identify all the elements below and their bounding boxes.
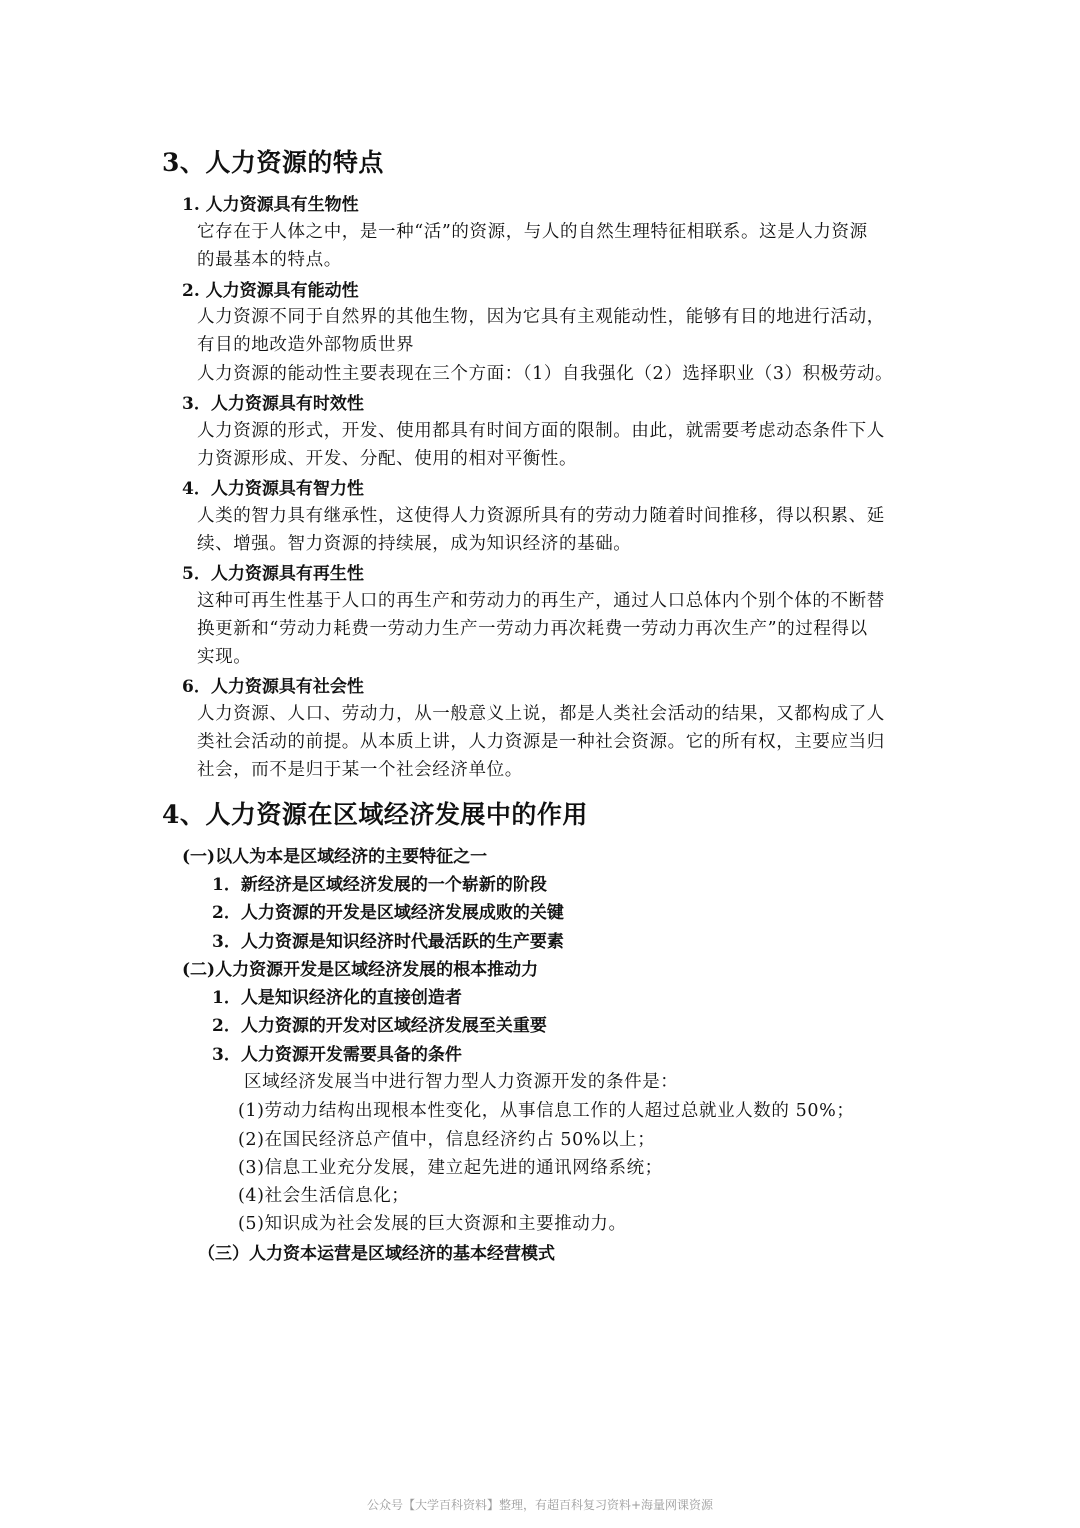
item-5-text-line-2: 换更新和“劳动力耗费一劳动力生产一劳动力再次耗费一劳动力再次生产”的过程得以 bbox=[197, 619, 868, 639]
item-5-heading: 5．人力资源具有再生性 bbox=[182, 564, 364, 584]
part-2-item-2: 2．人力资源的开发对区域经济发展至关重要 bbox=[212, 1016, 547, 1036]
part-2-item-3: 3．人力资源开发需要具备的条件 bbox=[212, 1045, 462, 1065]
part-1-item-3: 3．人力资源是知识经济时代最活跃的生产要素 bbox=[212, 932, 564, 952]
part-3-heading: （三）人力资本运营是区域经济的基本经营模式 bbox=[198, 1244, 555, 1264]
item-4-text-line-1: 人类的智力具有继承性，这使得人力资源所具有的劳动力随着时间推移，得以积累、延 bbox=[197, 506, 885, 526]
item-3-text-line-2: 力资源形成、开发、分配、使用的相对平衡性。 bbox=[197, 449, 578, 469]
part-2-heading: (二)人力资源开发是区域经济发展的根本推动力 bbox=[182, 960, 539, 980]
item-4-text-line-2: 续、增强。智力资源的持续展，成为知识经济的基础。 bbox=[197, 534, 632, 554]
item-2-heading: 2. 人力资源具有能动性 bbox=[182, 281, 359, 301]
condition-5: (5)知识成为社会发展的巨大资源和主要推动力。 bbox=[238, 1214, 627, 1234]
part-2-item-1: 1．人是知识经济化的直接创造者 bbox=[212, 988, 462, 1008]
part-1-heading: (一)以人为本是区域经济的主要特征之一 bbox=[182, 847, 488, 867]
item-1-heading: 1. 人力资源具有生物性 bbox=[182, 195, 359, 215]
item-5-text-line-1: 这种可再生性基于人口的再生产和劳动力的再生产，通过人口总体内个别个体的不断替 bbox=[197, 591, 885, 611]
condition-1: (1)劳动力结构出现根本性变化，从事信息工作的人超过总就业人数的 50%； bbox=[238, 1101, 855, 1121]
section-4-title: 4、人力资源在区域经济发展中的作用 bbox=[162, 800, 588, 829]
item-2-text-line-3: 人力资源的能动性主要表现在三个方面：（1）自我强化（2）选择职业（3）积极劳动。 bbox=[197, 364, 894, 384]
condition-4: (4)社会生活信息化； bbox=[238, 1186, 410, 1206]
part-1-item-2: 2．人力资源的开发是区域经济发展成败的关键 bbox=[212, 903, 564, 923]
footer-watermark: 公众号【大学百科资料】整理，有超百科复习资料+海量网课资源 bbox=[366, 1498, 714, 1512]
item-3-text-line-1: 人力资源的形式，开发、使用都具有时间方面的限制。由此，就需要考虑动态条件下人 bbox=[197, 421, 885, 441]
item-3-heading: 3．人力资源具有时效性 bbox=[182, 394, 364, 414]
item-6-heading: 6．人力资源具有社会性 bbox=[182, 677, 364, 697]
conditions-intro: 区域经济发展当中进行智力型人力资源开发的条件是： bbox=[244, 1072, 679, 1092]
item-2-text-line-1: 人力资源不同于自然界的其他生物，因为它具有主观能动性，能够有目的地进行活动， bbox=[197, 307, 885, 327]
item-6-text-line-1: 人力资源、人口、劳动力，从一般意义上说，都是人类社会活动的结果，又都构成了人 bbox=[197, 704, 885, 724]
item-5-text-line-3: 实现。 bbox=[197, 647, 252, 667]
item-2-text-line-2: 有目的地改造外部物质世界 bbox=[197, 335, 415, 355]
item-6-text-line-3: 社会，而不是归于某一个社会经济单位。 bbox=[197, 760, 523, 780]
item-6-text-line-2: 类社会活动的前提。从本质上讲，人力资源是一种社会资源。它的所有权，主要应当归 bbox=[197, 732, 885, 752]
item-1-text-line-1: 它存在于人体之中，是一种“活”的资源，与人的自然生理特征相联系。这是人力资源 bbox=[197, 222, 868, 242]
item-1-text-line-2: 的最基本的特点。 bbox=[197, 250, 342, 270]
condition-2: (2)在国民经济总产值中，信息经济约占 50%以上； bbox=[238, 1130, 656, 1150]
section-3-title: 3、人力资源的特点 bbox=[162, 148, 384, 177]
condition-3: (3)信息工业充分发展，建立起先进的通讯网络系统； bbox=[238, 1158, 663, 1178]
item-4-heading: 4．人力资源具有智力性 bbox=[182, 479, 364, 499]
part-1-item-1: 1．新经济是区域经济发展的一个崭新的阶段 bbox=[212, 875, 547, 895]
